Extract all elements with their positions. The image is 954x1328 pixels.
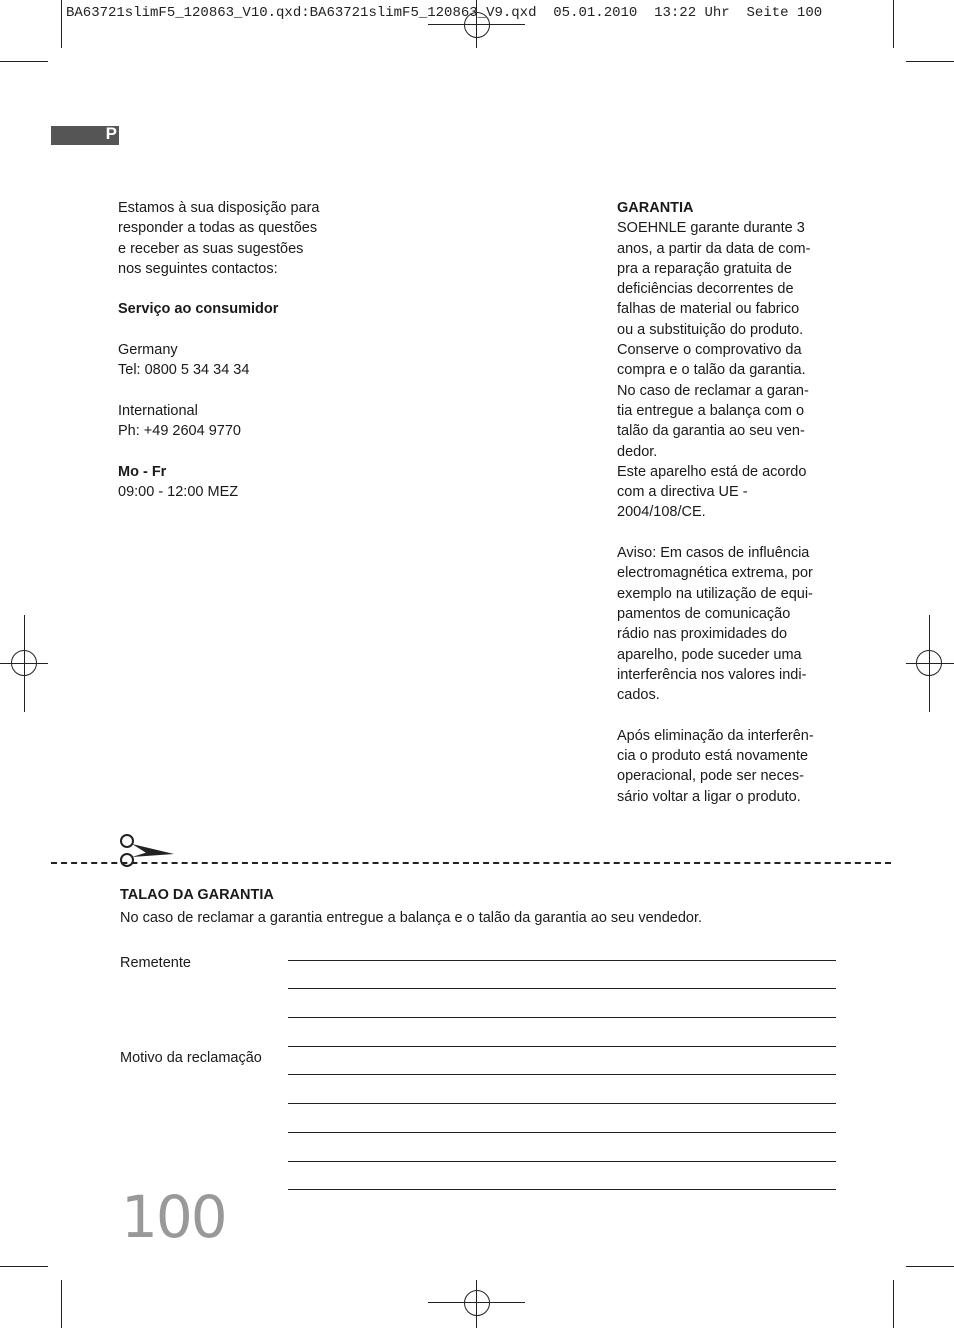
registration-circle xyxy=(464,1290,490,1316)
sender-label: Remetente xyxy=(120,955,191,971)
form-line xyxy=(288,1017,836,1018)
warranty-line: anos, a partir da data de com- xyxy=(617,240,811,257)
intro-line: responder a todas as questões xyxy=(118,220,318,237)
warning-line: electromagnética extrema, por xyxy=(617,565,813,582)
page-number: 100 xyxy=(121,1183,226,1251)
language-tab-label: P xyxy=(105,124,117,143)
form-line xyxy=(288,1189,836,1190)
form-line xyxy=(288,1132,836,1133)
crop-mark xyxy=(906,61,954,62)
warning-line: rádio nas proximidades do xyxy=(617,626,788,643)
hours-heading: Mo - Fr xyxy=(118,463,167,480)
warranty-line: com a directiva UE - xyxy=(617,484,748,501)
service-heading: Serviço ao consumidor xyxy=(118,301,279,318)
recovery-line: sário voltar a ligar o produto. xyxy=(617,788,801,805)
warning-line: exemplo na utilização de equi- xyxy=(617,585,813,602)
germany-phone: Tel: 0800 5 34 34 34 xyxy=(118,362,250,379)
hours-text: 09:00 - 12:00 MEZ xyxy=(118,484,239,501)
warranty-line: No caso de reclamar a garan- xyxy=(617,382,809,399)
warning-line: aparelho, pode suceder uma xyxy=(617,646,802,663)
crop-mark xyxy=(61,1280,62,1328)
form-line xyxy=(288,1046,836,1047)
crop-mark xyxy=(893,1280,894,1328)
coupon-title: TALAO DA GARANTIA xyxy=(120,887,274,903)
intro-line: e receber as suas sugestões xyxy=(118,240,304,257)
warranty-line: compra e o talão da garantia. xyxy=(617,362,806,379)
warranty-line: SOEHNLE garante durante 3 xyxy=(617,220,805,237)
crop-mark xyxy=(61,0,62,48)
intro-line: nos seguintes contactos: xyxy=(118,260,278,277)
recovery-line: cia o produto está novamente xyxy=(617,748,809,765)
crop-mark xyxy=(0,1266,48,1267)
warranty-line: pra a reparação gratuita de xyxy=(617,260,792,277)
form-line xyxy=(288,1161,836,1162)
warning-line: interferência nos valores indi- xyxy=(617,666,807,683)
warranty-line: talão da garantia ao seu ven- xyxy=(617,423,805,440)
recovery-line: operacional, pode ser neces- xyxy=(617,768,805,785)
form-line xyxy=(288,1074,836,1075)
form-line xyxy=(288,988,836,989)
germany-label: Germany xyxy=(118,342,178,359)
registration-circle xyxy=(916,650,942,676)
recovery-line: Após eliminação da interferên- xyxy=(617,727,814,744)
coupon-instruction: No caso de reclamar a garantia entregue a balança e o talão da garantia ao seu vendedor. xyxy=(120,910,703,926)
reason-label: Motivo da reclamação xyxy=(120,1050,262,1066)
warranty-line: tia entregue a balança com o xyxy=(617,402,805,419)
warranty-line: deficiências decorrentes de xyxy=(617,281,794,298)
warranty-line: dedor. xyxy=(617,443,658,460)
language-tab xyxy=(51,126,119,145)
crop-mark xyxy=(0,61,48,62)
warranty-line: falhas de material ou fabrico xyxy=(617,301,800,318)
crop-mark xyxy=(893,0,894,48)
intro-line: Estamos à sua disposição para xyxy=(118,200,320,216)
print-slug: BA63721slimF5_120863_V10.qxd:BA63721slimF5_120863_V9.qxd 05.01.2010 13:22 Uhr Seite 100 xyxy=(66,5,823,21)
warning-line: Aviso: Em casos de influência xyxy=(617,545,810,562)
warranty-line: Conserve o comprovativo da xyxy=(617,342,802,359)
warning-line: cados. xyxy=(617,687,660,704)
warranty-column xyxy=(617,198,857,807)
warranty-line: 2004/108/CE. xyxy=(617,504,706,521)
form-line xyxy=(288,1103,836,1104)
registration-circle xyxy=(11,650,37,676)
international-phone: Ph: +49 2604 9770 xyxy=(118,423,241,440)
warranty-line: ou a substituição do produto. xyxy=(617,321,804,338)
crop-mark xyxy=(906,1266,954,1267)
form-line xyxy=(288,960,836,961)
contact-column xyxy=(118,198,418,502)
warranty-heading: GARANTIA xyxy=(617,200,694,216)
warranty-line: Este aparelho está de acordo xyxy=(617,463,807,480)
international-label: International xyxy=(118,402,198,419)
warning-line: pamentos de comunicação xyxy=(617,605,791,622)
cut-line xyxy=(51,862,891,864)
scissors-icon xyxy=(118,832,178,870)
